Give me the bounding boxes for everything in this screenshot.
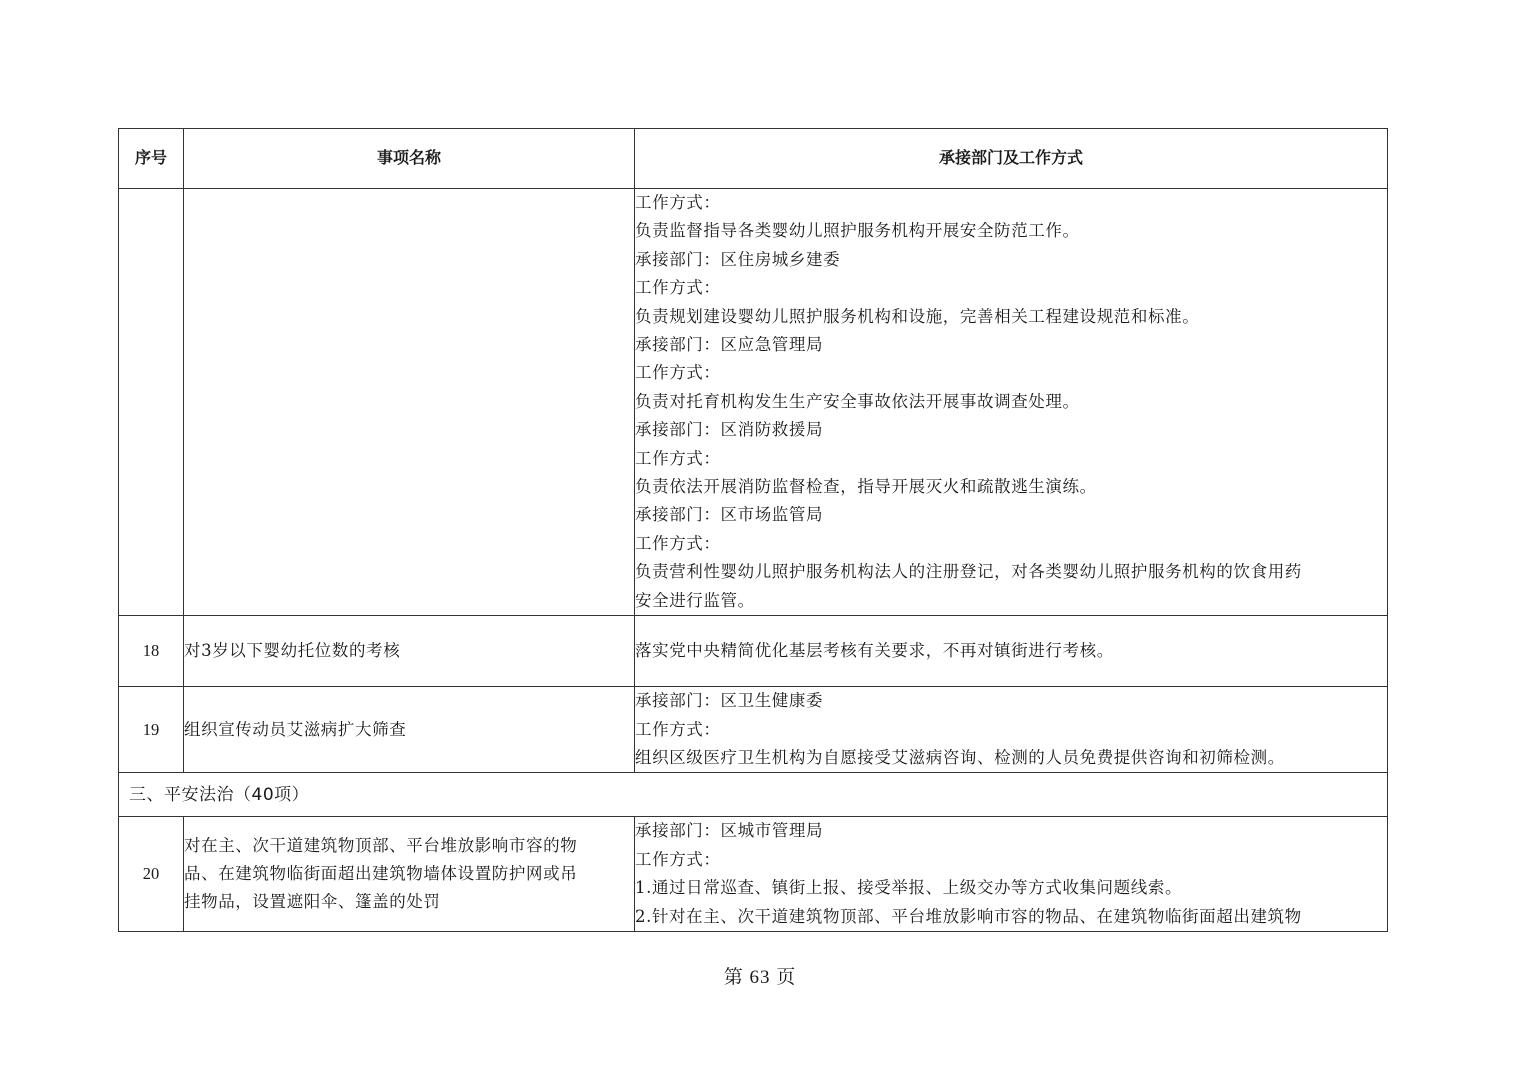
method-line: 承接部门：区应急管理局 — [635, 335, 824, 355]
document-table — [118, 128, 1388, 932]
section-heading: 三、平安法治（40项） — [119, 773, 1388, 817]
row-name — [184, 817, 635, 932]
header-seq: 序号 — [119, 129, 184, 189]
name-line: 挂物品，设置遮阳伞、篷盖的处罚 — [184, 892, 441, 912]
header-department-method: 承接部门及工作方式 — [635, 129, 1388, 189]
table-row — [119, 189, 1388, 616]
method-line: 承接部门：区卫生健康委 — [635, 691, 824, 711]
table-row — [119, 616, 1388, 687]
row-seq — [119, 189, 184, 616]
method-line: 工作方式： — [635, 849, 721, 869]
method-line: 2.针对在主、次干道建筑物顶部、平台堆放影响市容的物品、在建筑物临街面超出建筑物 — [635, 906, 1302, 926]
method-line: 承接部门：区住房城乡建委 — [635, 249, 841, 269]
method-line: 承接部门：区消防救援局 — [635, 420, 824, 440]
section-heading-row — [119, 773, 1388, 817]
method-line: 负责监督指导各类婴幼儿照护服务机构开展安全防范工作。 — [635, 221, 1080, 241]
method-line: 承接部门：区市场监管局 — [635, 505, 824, 525]
table-row — [119, 817, 1388, 932]
method-line: 工作方式： — [635, 363, 721, 383]
table-row — [119, 687, 1388, 773]
row-seq: 18 — [119, 616, 184, 687]
method-line: 负责对托育机构发生生产安全事故依法开展事故调查处理。 — [635, 391, 1080, 411]
method-line: 负责规划建设婴幼儿照护服务机构和设施，完善相关工程建设规范和标准。 — [635, 306, 1200, 326]
row-method — [635, 616, 1388, 687]
method-line: 落实党中央精简优化基层考核有关要求，不再对镇街进行考核。 — [635, 640, 1114, 660]
page-number: 第 63 页 — [723, 967, 797, 988]
row-seq: 20 — [119, 817, 184, 932]
row-seq: 19 — [119, 687, 184, 773]
method-line: 工作方式： — [635, 193, 721, 212]
method-line: 工作方式： — [635, 533, 721, 553]
row-name — [184, 189, 635, 616]
row-method — [635, 189, 1388, 616]
row-name: 对3岁以下婴幼托位数的考核 — [184, 616, 635, 687]
method-line: 安全进行监管。 — [635, 590, 755, 610]
name-line: 品、在建筑物临街面超出建筑物墙体设置防护网或吊 — [184, 864, 578, 884]
method-line: 组织区级医疗卫生机构为自愿接受艾滋病咨询、检测的人员免费提供咨询和初筛检测。 — [635, 747, 1285, 767]
method-line: 工作方式： — [635, 278, 721, 298]
method-line: 负责营利性婴幼儿照护服务机构法人的注册登记，对各类婴幼儿照护服务机构的饮食用药 — [635, 562, 1302, 582]
row-method — [635, 687, 1388, 773]
table-header-row — [119, 129, 1388, 189]
method-line: 负责依法开展消防监督检查，指导开展灭火和疏散逃生演练。 — [635, 477, 1097, 497]
method-line: 1.通过日常巡查、镇街上报、接受举报、上级交办等方式收集问题线索。 — [635, 878, 1183, 898]
name-line: 对在主、次干道建筑物顶部、平台堆放影响市容的物 — [184, 836, 578, 856]
row-name: 组织宣传动员艾滋病扩大筛查 — [184, 687, 635, 773]
method-line: 承接部门：区城市管理局 — [635, 821, 824, 841]
header-item-name: 事项名称 — [184, 129, 635, 189]
row-method — [635, 817, 1388, 932]
method-line: 工作方式： — [635, 719, 721, 739]
method-line: 工作方式： — [635, 448, 721, 468]
